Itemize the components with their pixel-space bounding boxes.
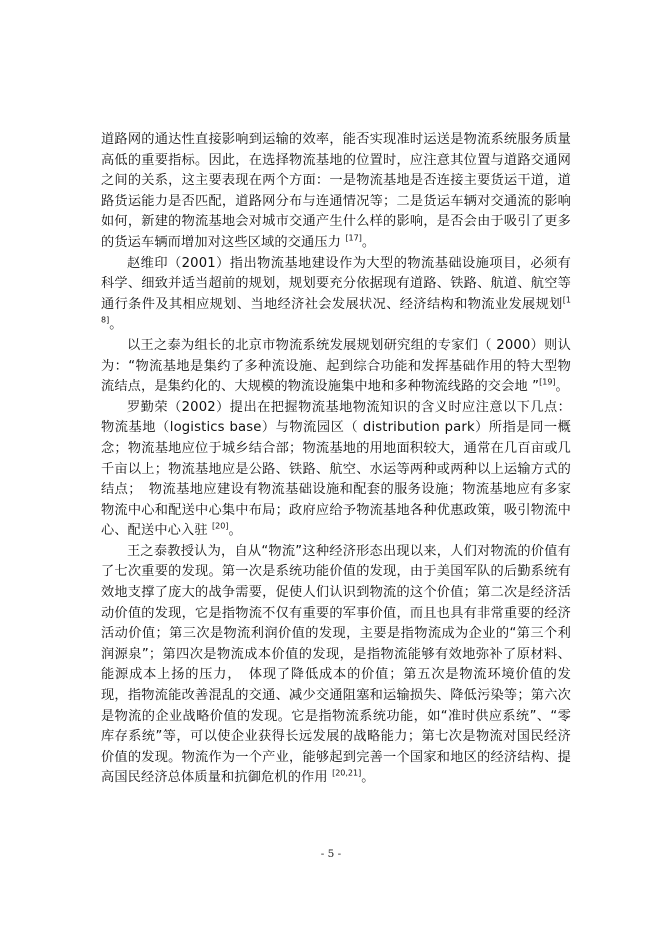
paragraph-luo-qinrong xyxy=(101,398,571,542)
paragraph-end: 。 xyxy=(361,234,376,250)
citation-marker: [20] xyxy=(212,521,229,531)
body-text xyxy=(101,130,571,789)
paragraph-wang-zhitai-seven-values xyxy=(101,542,571,789)
paragraph-text: 罗勤荣（2002）提出在把握物流基地物流知识的含义时应注意以下几点：物流基地（logistics base）与物流园区（ distribution park）所指是同一概念；物流基地应位于城乡结合部；物流基地的用地面积较大，通常在几百亩或几千亩以上；物流基地应是公路、铁路、航空、水运等两种或两种以上运输方式的结点； 物流基地应建设有物流基础设施和配套的服务设施；物流基地应有多家物流中心和配送中心集中布局；政府应给予物流基地各种优惠政策，吸引物流中心、配送中心入驻 xyxy=(101,399,571,539)
paragraph-zhao-weiyin xyxy=(101,254,571,336)
paragraph-end: 。 xyxy=(228,523,242,539)
citation-marker: [20,21] xyxy=(332,769,362,779)
paragraph-text: 以王之泰为组长的北京市物流系统发展规划研究组的专家们（ 2000）则认为：“物流基地是集约了多种流设施、起到综合功能和发挥基础作用的特大型物流结点，是集约化的、大规模的物流设施集中地和多种物流线路的交会地 ” xyxy=(101,337,571,395)
paragraph-text: 王之泰教授认为，自从“物流”这种经济形态出现以来，人们对物流的价值有了七次重要的发现。第一次是系统功能价值的发现，由于美国军队的后勤系统有效地支撑了庞大的战争需要，促使人们认识到物流的这个价值；第二次是经济活动价值的发现，它是指物流不仅有重要的军事价值，而且也具有非常重要的经济活动价值；第三次是物流利润价值的发现，主要是指物流成为企业的“第三个利润源泉”；第四次是物流成本价值的发现，是指物流能够有效地弥补了原材料、能源成本上扬的压力， 体现了降低成本的价值；第五次是物流环境价值的发现，指物流能改善混乱的交通、减少交通阻塞和运输损失、降低污染等；第六次是物流的企业战略价值的发现。它是指物流系统功能，如“准时供应系统”、“零库存系统”等，可以使企业获得长远发展的战略能力；第七次是物流对国民经济价值的发现。物流作为一个产业，能够起到完善一个国家和地区的经济结构、提高国民经济总体质量和抗御危机的作用 xyxy=(101,543,571,786)
paragraph-end: 。 xyxy=(555,379,569,395)
paragraph-beijing-research-group xyxy=(101,336,571,398)
citation-marker: [19] xyxy=(539,377,556,387)
paragraph-text: 道路网的通达性直接影响到运输的效率，能否实现准时运送是物流系统服务质量高低的重要指标。因此，在选择物流基地的位置时，应注意其位置与道路交通网之间的关系，这主要表现在两个方面：一是物流基地是否连接主要货运干道，道路货运能力是否匹配，道路网分布与连通情况等；二是货运车辆对交通流的影响如何，新建的物流基地会对城市交通产生什么样的影响，是否会由于吸引了更多的货运车辆而增加对这些区域的交通压力 xyxy=(101,132,571,250)
paragraph-end: 。 xyxy=(109,317,123,333)
citation-marker: [17] xyxy=(345,233,362,243)
paragraph-road-network xyxy=(101,130,571,254)
page-number: - 5 - xyxy=(320,848,342,860)
paragraph-text: 赵维印（2001）指出物流基地建设作为大型的物流基础设施项目，必须有科学、细致并适当超前的规划，规划要充分依据现有道路、铁路、航道、航空等通行条件及其相应规划、当地经济社会发展状况、经济结构和物流业发展规划 xyxy=(101,255,571,312)
paragraph-end: 。 xyxy=(361,770,375,786)
citation-marker: [18] xyxy=(101,295,571,325)
